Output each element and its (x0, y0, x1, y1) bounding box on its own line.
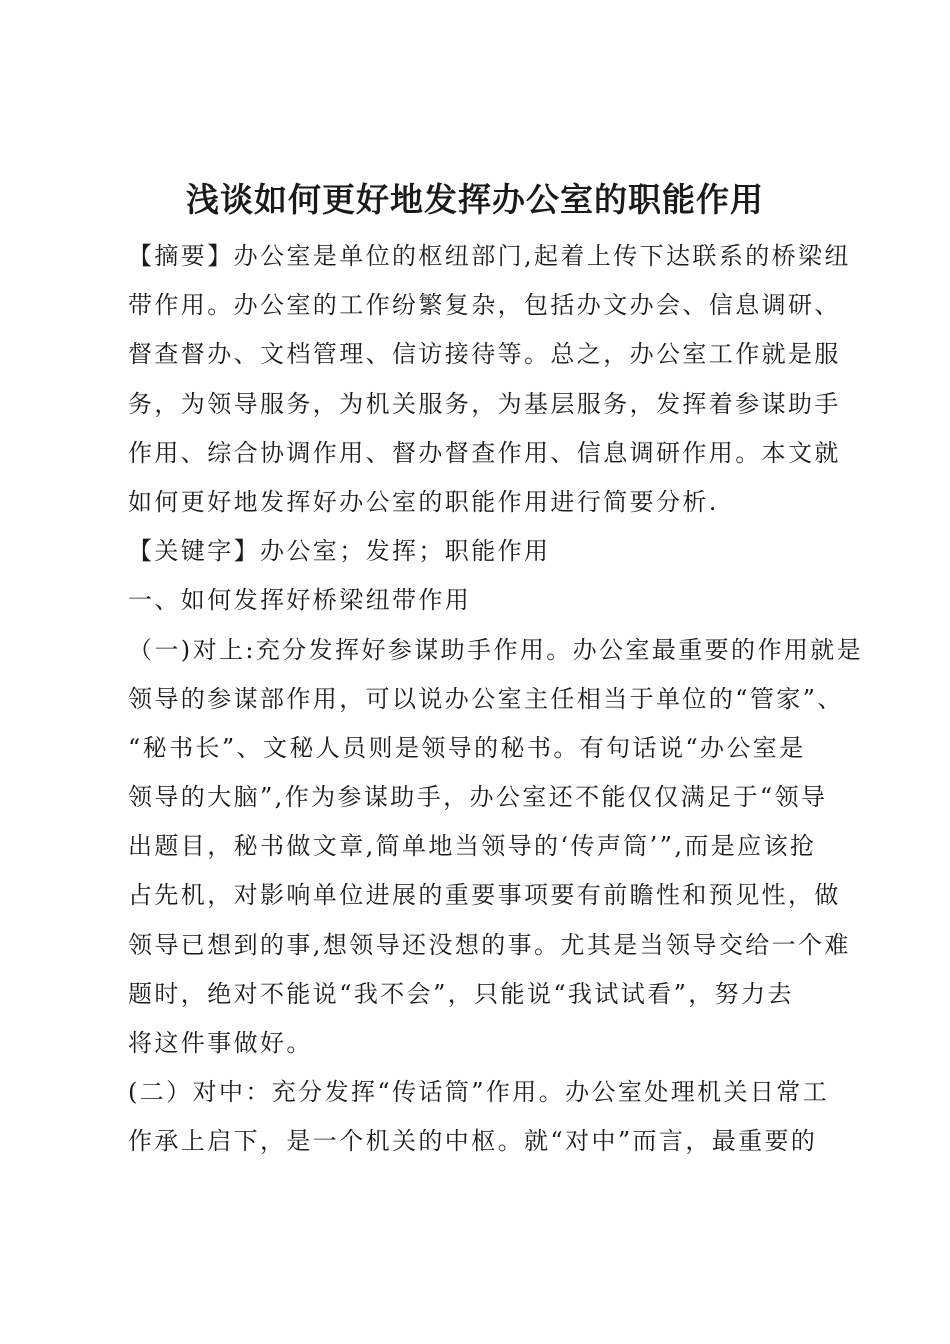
abstract-line: 督查督办、文档管理、信访接待等。总之，办公室工作就是服 (128, 340, 841, 369)
document-body (128, 232, 864, 1167)
paragraph-line: 领导的参谋部作用，可以说办公室主任相当于单位的“管家”、 (128, 684, 844, 713)
paragraph-line: 题时，绝对不能说“我不会”，只能说“我试试看”，努力去 (128, 979, 794, 1008)
paragraph-line: （一)对上:充分发挥好参谋助手作用。办公室最重要的作用就是 (128, 635, 864, 664)
abstract-line: 务，为领导服务，为机关服务，为基层服务，发挥着参谋助手 (128, 389, 841, 418)
paragraph-line: 领导已想到的事,想领导还没想的事。尤其是当领导交给一个难 (128, 930, 851, 959)
paragraph-line: “秘书长”、文秘人员则是领导的秘书。有句话说“办公室是 (128, 733, 806, 762)
keywords-line: 【关键字】办公室；发挥；职能作用 (128, 537, 551, 566)
paragraph-line: 出题目，秘书做文章,简单地当领导的‘传声筒’”,而是应该抢 (128, 832, 817, 861)
paragraph-line: 领导的大脑”,作为参谋助手，办公室还不能仅仅满足于“领导 (128, 783, 828, 812)
section-heading: 一、如何发挥好桥梁纽带作用 (128, 586, 472, 615)
abstract-line: 带作用。办公室的工作纷繁复杂，包括办文办会、信息调研、 (128, 291, 841, 320)
document-title: 浅谈如何更好地发挥办公室的职能作用 (186, 180, 764, 219)
paragraph-line: 将这件事做好。 (128, 1029, 313, 1057)
abstract-line: 如何更好地发挥好办公室的职能作用进行简要分析. (128, 487, 719, 516)
paragraph-line: 占先机，对影响单位进展的重要事项要有前瞻性和预见性，做 (128, 881, 841, 910)
paragraph-line: (二）对中：充分发挥“传话筒”作用。办公室处理机关日常工 (128, 1078, 830, 1107)
abstract-line: 【摘要】办公室是单位的枢纽部门,起着上传下达联系的桥梁纽 (128, 242, 851, 270)
paragraph-line: 作承上启下，是一个机关的中枢。就“对中”而言，最重要的 (128, 1127, 818, 1156)
abstract-line: 作用、综合协调作用、督办督查作用、信息调研作用。本文就 (128, 438, 841, 467)
